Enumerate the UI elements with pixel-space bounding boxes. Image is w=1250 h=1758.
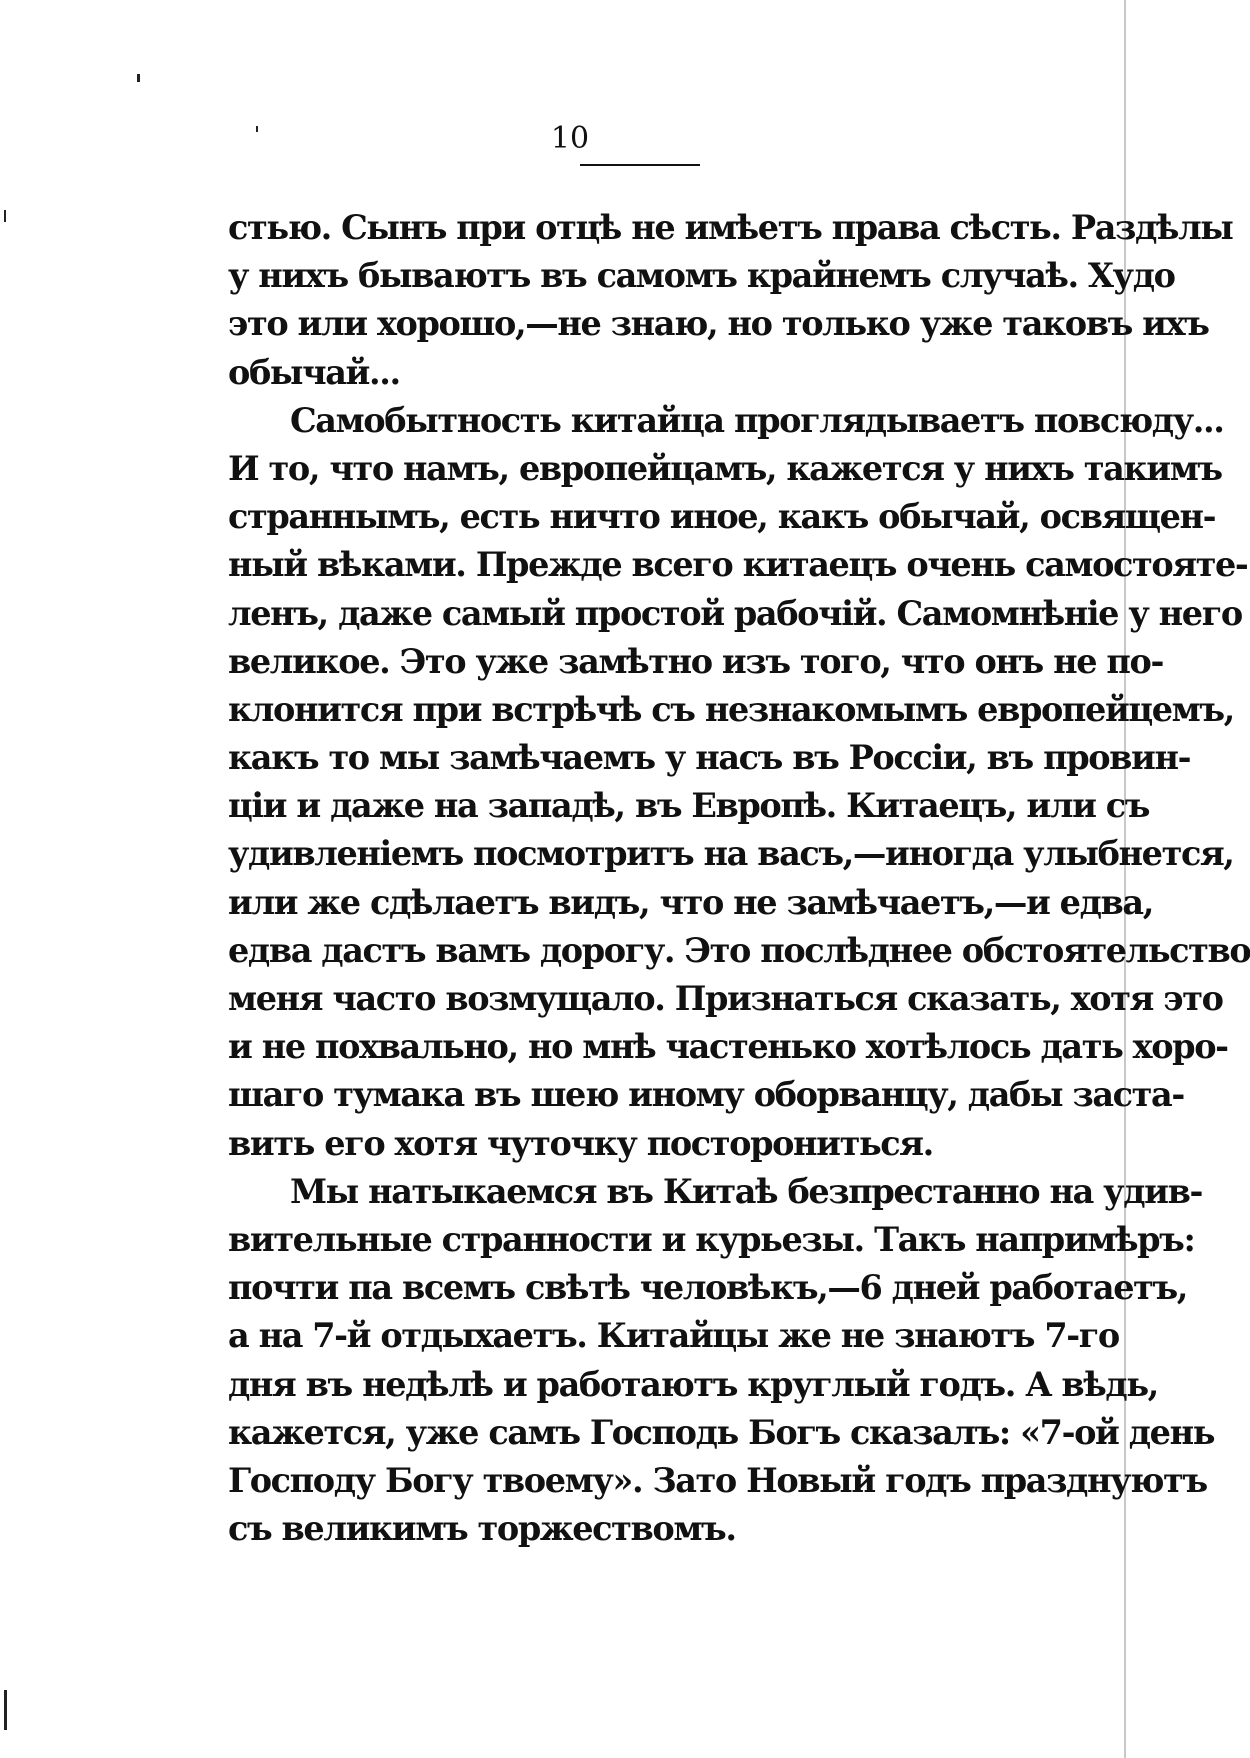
scan-edge-mark [1124, 0, 1126, 1758]
text-line: Мы натыкаемся въ Китаѣ безпрестанно на удив- [290, 1171, 1202, 1211]
text-line: Господу Богу твоему». Зато Новый годъ празднуютъ [228, 1460, 1207, 1500]
text-line: съ великимъ торжествомъ. [228, 1509, 736, 1549]
text-line: ный вѣками. Прежде всего китаецъ очень самостояте- [228, 545, 1248, 585]
text-line: а на 7-й отдыхаетъ. Китайцы же не знаютъ 7-го [228, 1316, 1119, 1356]
scan-edge-mark [4, 1690, 7, 1730]
paragraph [228, 1168, 1215, 1554]
text-line: или же сдѣлаетъ видъ, что не замѣчаетъ,—и едва, [228, 882, 1153, 922]
text-line: клонится при встрѣчѣ съ незнакомымъ европейцемъ, [228, 689, 1234, 729]
text-line: обычай... [228, 352, 400, 392]
text-line: страннымъ, есть ничто иное, какъ обычай, освящен- [228, 497, 1216, 537]
text-line: шаго тумака въ шею иному оборванцу, дабы заста- [228, 1075, 1184, 1115]
text-line: удивленіемъ посмотритъ на васъ,—иногда улыбнется, [228, 834, 1234, 874]
text-line: вительные странности и курьезы. Такъ напримѣръ: [228, 1219, 1195, 1259]
text-line: кажется, уже самъ Господь Богъ сказалъ: «7-ой день [228, 1412, 1215, 1452]
text-line: и не похвально, но мнѣ частенько хотѣлось дать хоро- [228, 1027, 1228, 1067]
scan-edge-mark [137, 74, 140, 82]
text-line: почти па всемъ свѣтѣ человѣкъ,—6 дней работаетъ, [228, 1268, 1188, 1308]
body-text [228, 204, 1250, 1553]
page-number: 10 [550, 121, 590, 156]
text-line: ціи и даже на западѣ, въ Европѣ. Китаецъ, или съ [228, 786, 1150, 826]
text-line: дня въ недѣлѣ и работаютъ круглый годъ. А вѣдь, [228, 1364, 1158, 1404]
paragraph [228, 397, 1250, 1168]
text-line: меня часто возмущало. Признаться сказать, хотя это [228, 979, 1223, 1018]
scan-edge-mark [4, 210, 6, 222]
paragraph [228, 204, 1233, 397]
text-line: стью. Сынъ при отцѣ не имѣетъ права сѣсть. Раздѣлы [228, 208, 1233, 247]
header-rule [580, 164, 700, 166]
text-line: это или хорошо,—не знаю, но только уже таковъ ихъ [228, 304, 1209, 344]
text-line: Самобытность китайца проглядываетъ повсюду... [290, 400, 1224, 440]
text-line: какъ то мы замѣчаемъ у насъ въ Россіи, въ провин- [228, 738, 1191, 778]
scan-edge-mark [256, 126, 258, 132]
text-line: едва дастъ вамъ дорогу. Это послѣднее обстоятельство [228, 930, 1250, 970]
text-line: вить его хотя чуточку посторониться. [228, 1123, 933, 1163]
text-line: И то, что намъ, европейцамъ, кажется у нихъ такимъ [228, 448, 1222, 488]
text-line: великое. Это уже замѣтно изъ того, что онъ не по- [228, 641, 1163, 681]
text-line: у нихъ бываютъ въ самомъ крайнемъ случаѣ. Худо [228, 256, 1175, 296]
text-line: ленъ, даже самый простой рабочій. Самомнѣніе у него [228, 593, 1242, 633]
